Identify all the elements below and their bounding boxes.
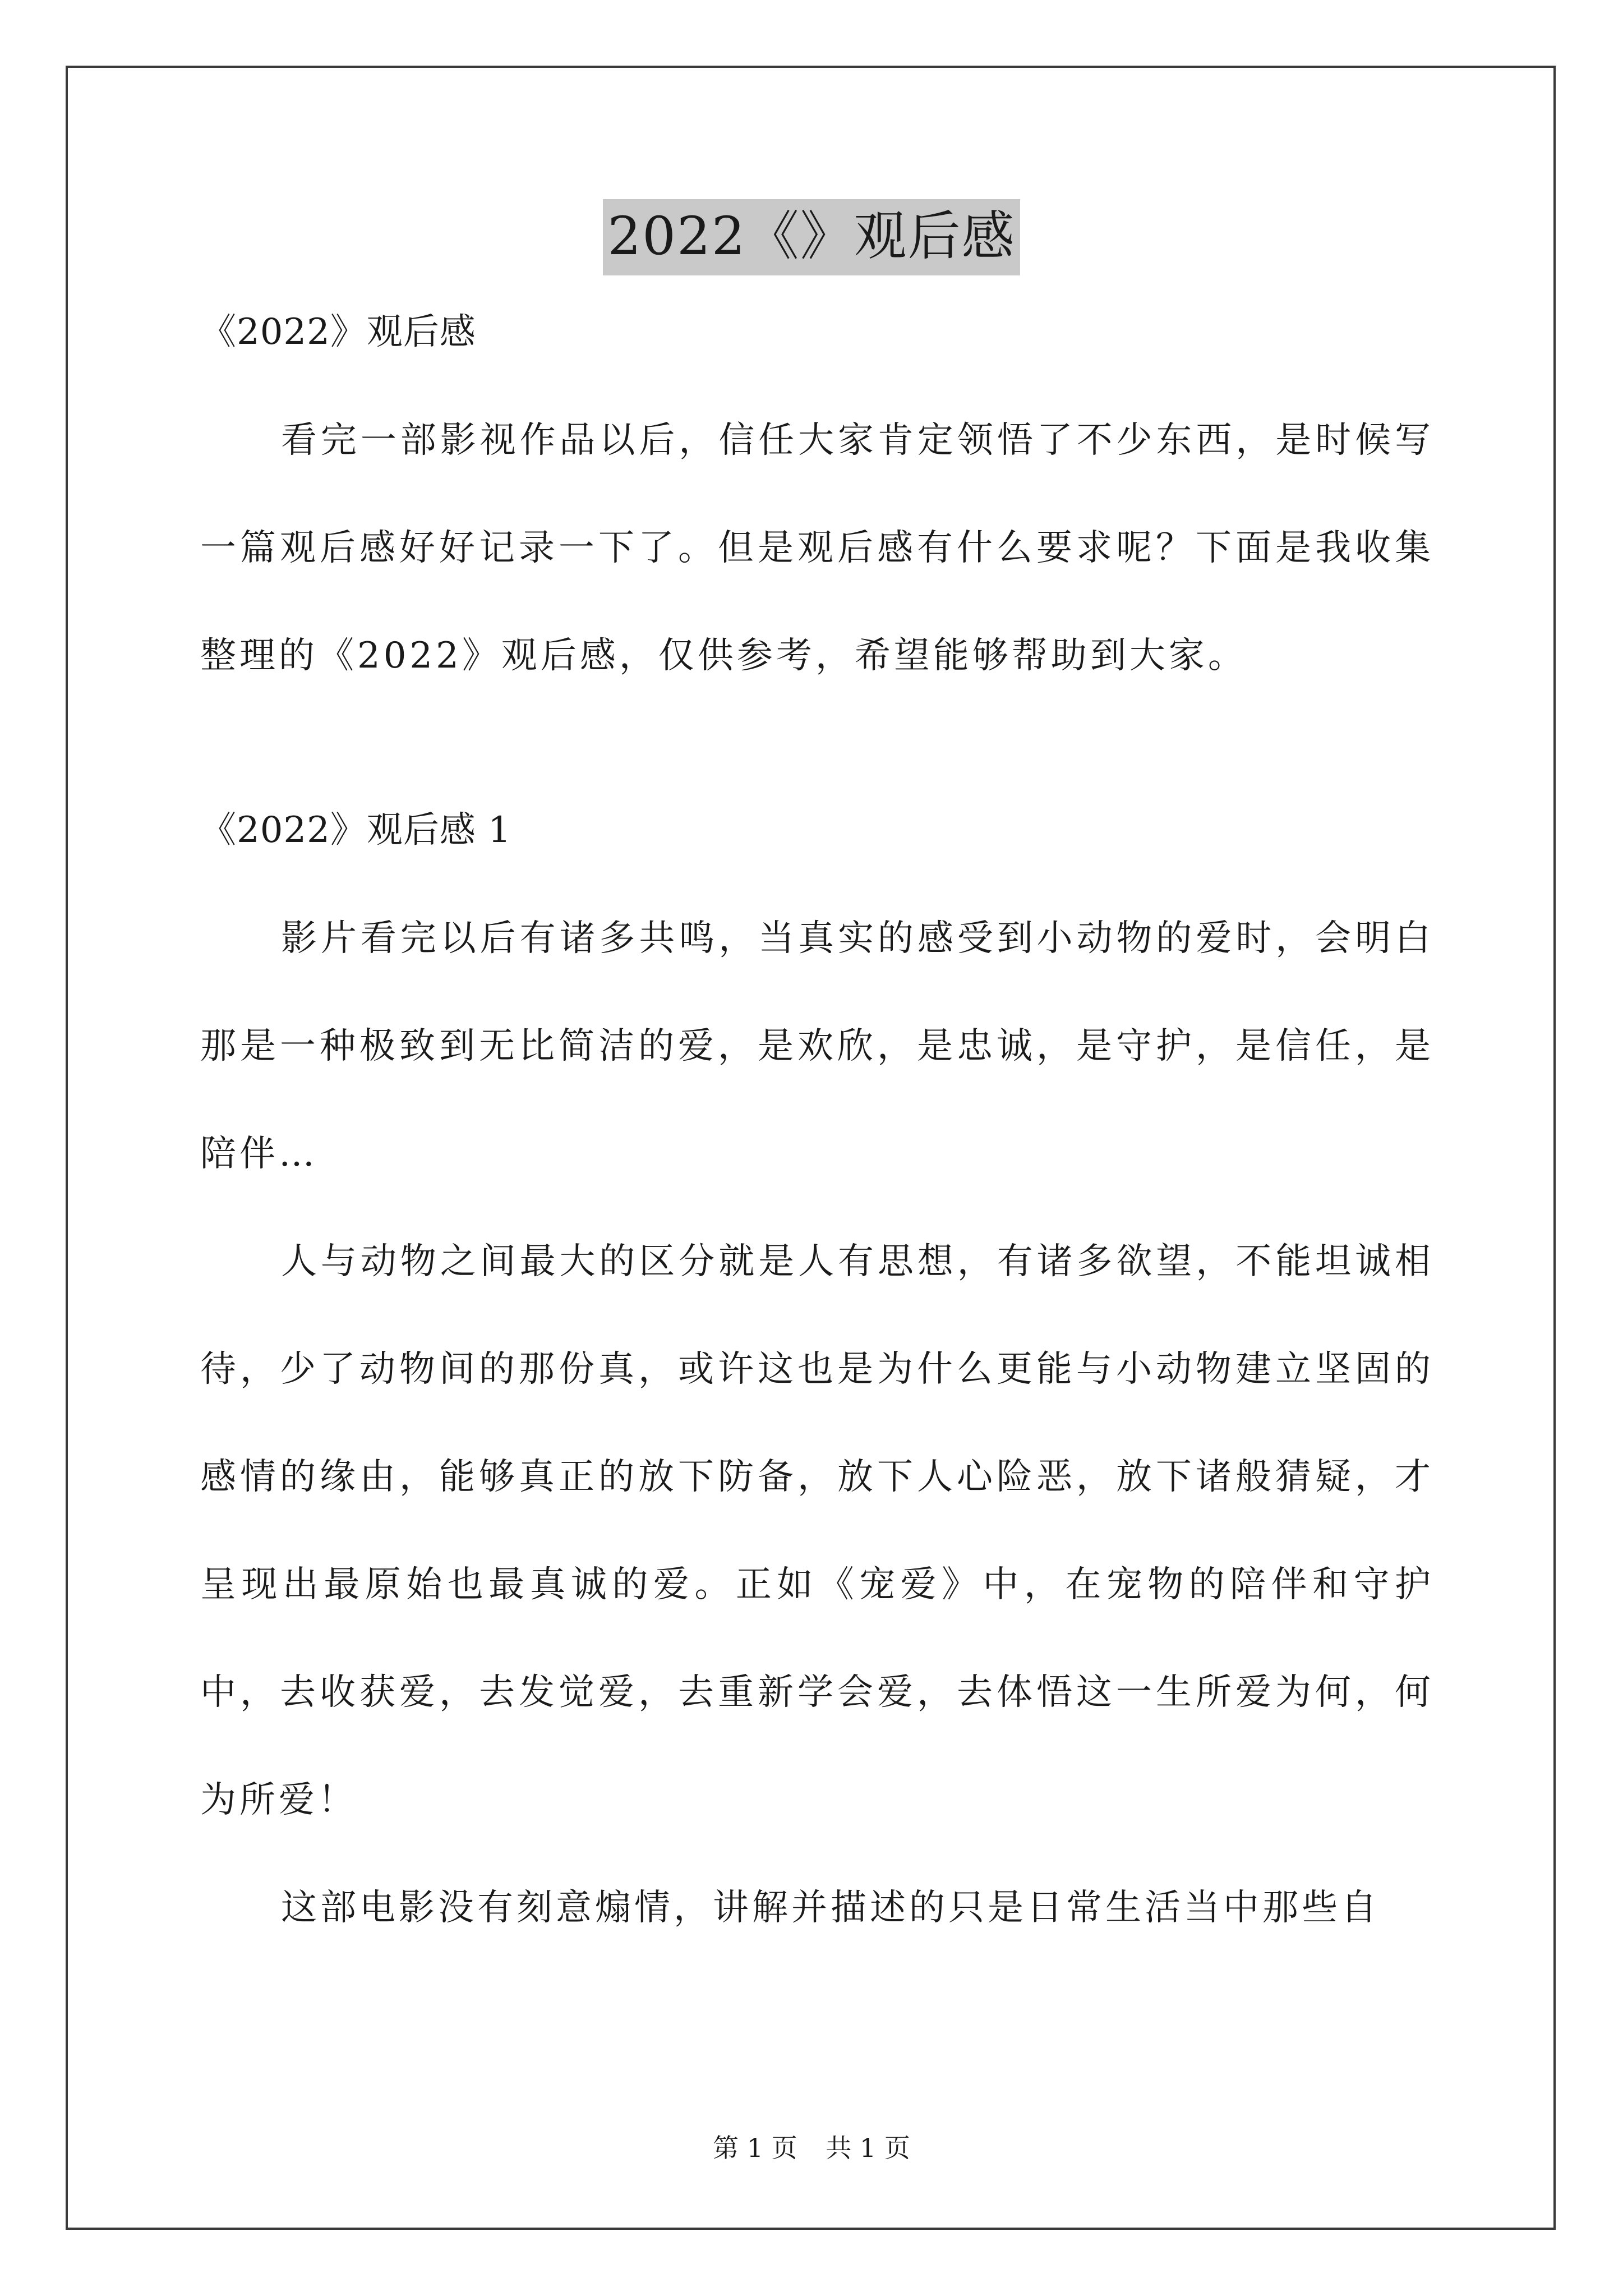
body-paragraph-1: 影片看完以后有诸多共鸣，当真实的感受到小动物的爱时，会明白那是一种极致到无比简洁的爱，是欢欣，是忠诚，是守护，是信任，是陪伴…: [200, 918, 1434, 1175]
body-paragraph-2: 人与动物之间最大的区分就是人有思想，有诸多欲望，不能坦诚相待，少了动物间的那份真，或许这也是为什么更能与小动物建立坚固的感情的缘由，能够真正的放下防备，放下人心险恶，放下诸般猜疑，才呈现出最原始也最真诚的爱。正如《宠爱》中，在宠物的陪伴和守护中，去收获爱，去发觉爱，去重新学会爱，去体悟这一生所爱为何，何为所爱！: [200, 1241, 1434, 1821]
page-footer: [0, 2135, 1623, 2161]
section-heading: 《2022》观后感 1: [200, 809, 511, 851]
page-number: 第 1 页: [713, 2133, 797, 2163]
page-total: 共 1 页: [826, 2133, 910, 2163]
document-body: [200, 311, 1434, 1962]
subtitle: 《2022》观后感: [200, 311, 476, 353]
title-text-highlight: 2022《》观后感: [603, 199, 1020, 275]
body-paragraph-3: 这部电影没有刻意煽情，讲解并描述的只是日常生活当中那些自: [281, 1887, 1380, 1929]
intro-paragraph: 看完一部影视作品以后，信任大家肯定领悟了不少东西，是时候写一篇观后感好好记录一下了。但是观后感有什么要求呢？下面是我收集整理的《2022》观后感，仅供参考，希望能够帮助到大家。: [200, 420, 1434, 677]
document-title: [0, 199, 1623, 275]
